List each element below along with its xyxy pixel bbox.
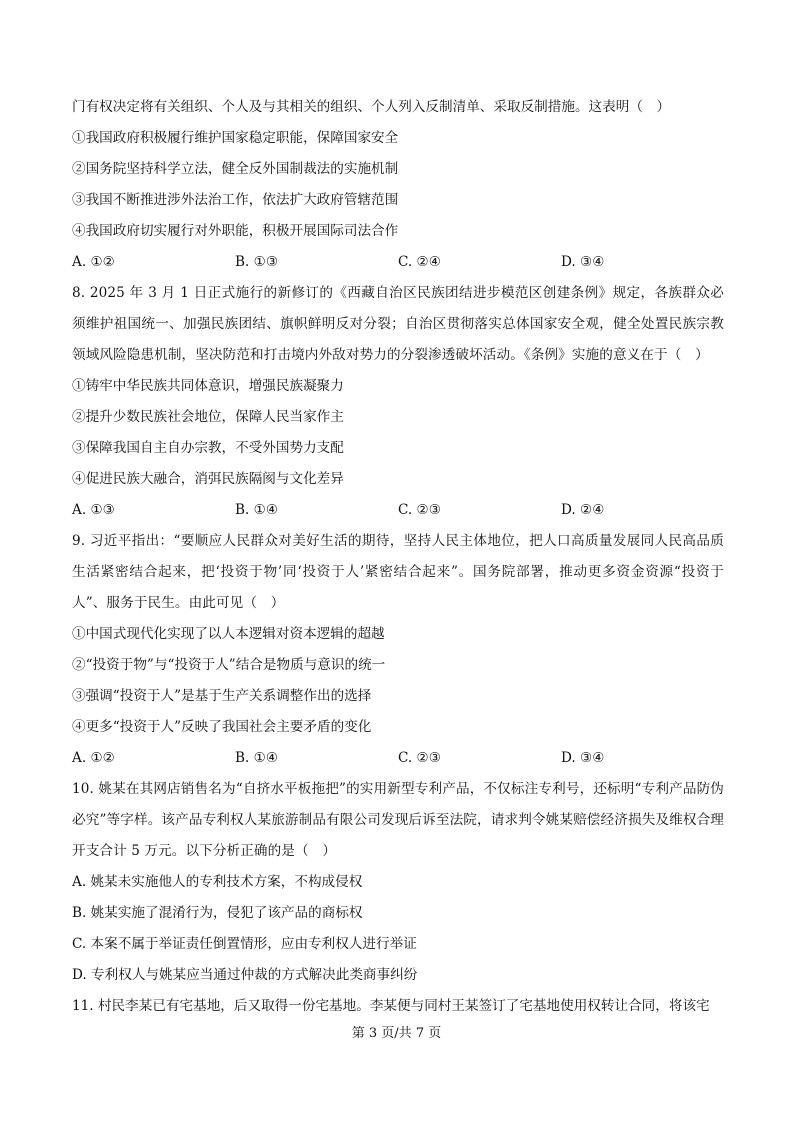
q8-stem: 8. 2025 年 3 月 1 日正式施行的新修订的《西藏自治区民族团结进步模范区创建条例》规定，各族群众必须维护祖国统一、加强民族团结、旗帜鲜明反对分裂；自治区贯彻落实总体国家安全观，健全处置民族宗教领域风险隐患机制，坚决防范和打击境内外敌对势力的分裂渗透破坏活动。《条例》实施的意义在于（ ） [72, 285, 724, 363]
q8-statement-2: ②提升少数民族社会地位，保障人民当家作主 [72, 409, 344, 425]
q9-statement-4: ④更多“投资于人”反映了我国社会主要矛盾的变化 [72, 719, 372, 735]
q7-option-b: B. ①③ [235, 254, 279, 270]
q9-option-a: A. ①② [72, 750, 115, 766]
q10-choice-c: C. 本案不属于举证责任倒置情形，应由专利权人进行举证 [72, 936, 417, 952]
q8-option-a: A. ①③ [72, 502, 115, 518]
q10-choice-d: D. 专利权人与姚某应当通过仲裁的方式解决此类商事纠纷 [72, 967, 418, 983]
page-content [72, 92, 724, 1022]
q9-statement-2: ②“投资于物”与“投资于人”结合是物质与意识的统一 [72, 657, 386, 673]
q7-statement-2: ②国务院坚持科学立法，健全反外国制裁法的实施机制 [72, 161, 399, 177]
q10-choice-a: A. 姚某未实施他人的专利技术方案，不构成侵权 [72, 874, 363, 890]
q7-stem-tail: 门有权决定将有关组织、个人及与其相关的组织、个人列入反制清单、采取反制措施。这表明（ ） [72, 99, 671, 115]
page-footer: 第 3 页/共 7 页 [351, 1026, 442, 1041]
q11-stem-head: 11. 村民李某已有宅基地，后又取得一份宅基地。李某便与同村王某签订了宅基地使用权转让合同，将该宅 [72, 998, 710, 1014]
q9-statement-3: ③强调“投资于人”是基于生产关系调整作出的选择 [72, 688, 372, 704]
q7-option-c: C. ②④ [398, 254, 441, 270]
q7-statement-1: ①我国政府积极履行维护国家稳定职能，保障国家安全 [72, 130, 399, 146]
q7-statement-4: ④我国政府切实履行对外职能，积极开展国际司法合作 [72, 223, 399, 239]
q10-choice-b: B. 姚某实施了混淆行为，侵犯了该产品的商标权 [72, 905, 363, 921]
q9-option-c: C. ②③ [398, 750, 441, 766]
q7-statement-3: ③我国不断推进涉外法治工作，依法扩大政府管辖范围 [72, 192, 399, 208]
q9-statement-1: ①中国式现代化实现了以人本逻辑对资本逻辑的超越 [72, 626, 385, 642]
q7-option-a: A. ①② [72, 254, 115, 270]
q8-option-b: B. ①④ [235, 502, 279, 518]
q8-statement-1: ①铸牢中华民族共同体意识，增强民族凝聚力 [72, 378, 344, 394]
q7-options [72, 247, 724, 278]
q9-stem: 9. 习近平指出：“要顺应人民群众对美好生活的期待，坚持人民主体地位，把人口高质量发展同人民高品质生活紧密结合起来，把‘投资于物’同‘投资于人’紧密结合起来”。国务院部署，推动更多资金资源“投资于人”、服务于民生。由此可见（ ） [72, 533, 724, 611]
q8-statement-3: ③保障我国自主自办宗教，不受外国势力支配 [72, 440, 344, 456]
q9-option-d: D. ③④ [561, 750, 605, 766]
q9-options [72, 743, 724, 774]
q8-options [72, 495, 724, 526]
q8-statement-4: ④促进民族大融合，消弭民族隔阂与文化差异 [72, 471, 344, 487]
q7-option-d: D. ③④ [561, 254, 605, 270]
q8-option-c: C. ②③ [398, 502, 441, 518]
q10-stem: 10. 姚某在其网店销售名为“自挤水平板拖把”的实用新型专利产品，不仅标注专利号，还标明“专利产品防伪必究”等字样。该产品专利权人某旅游制品有限公司发现后诉至法院，请求判令姚某赔偿经济损失及维权合理开支合计 5 万元。以下分析正确的是（ ） [72, 781, 724, 859]
q9-option-b: B. ①④ [235, 750, 279, 766]
q8-option-d: D. ②④ [561, 502, 605, 518]
